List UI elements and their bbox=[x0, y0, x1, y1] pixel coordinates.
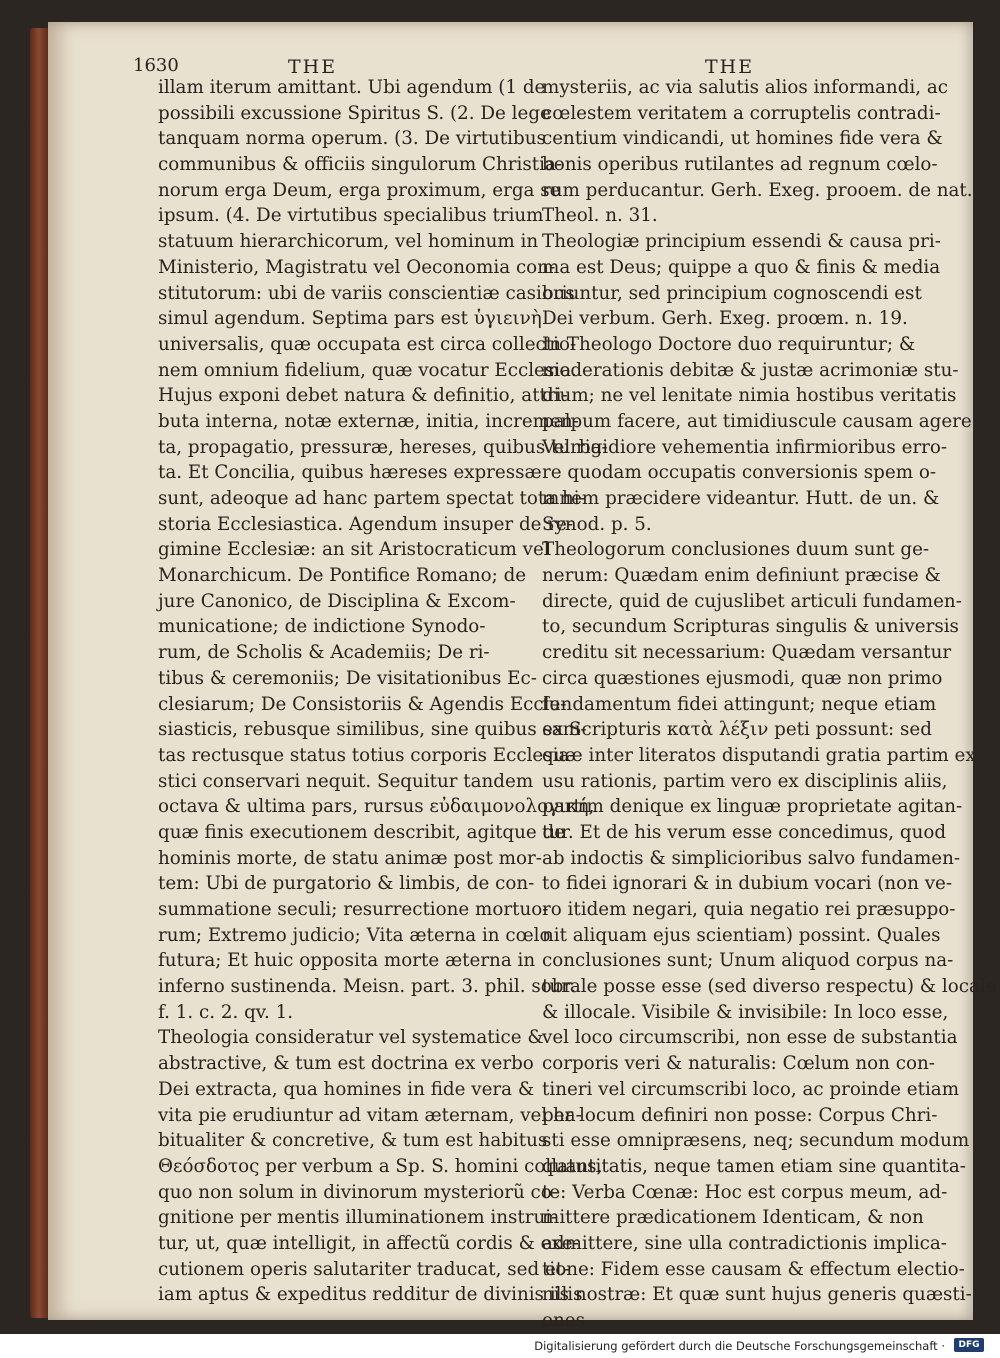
text-line: buta interna, notæ externæ, initia, incremen- bbox=[158, 410, 579, 432]
dfg-logo: DFG bbox=[954, 1338, 984, 1352]
text-line: ma est Deus; quippe a quo & finis & media bbox=[542, 256, 941, 278]
text-line: te: Verba Cœnæ: Hoc est corpus meum, ad- bbox=[542, 1181, 948, 1203]
text-line: hominis morte, de statu animæ post mor- bbox=[158, 847, 542, 869]
text-line: quæ finis executionem describit, agitque de bbox=[158, 821, 566, 843]
text-line: norum erga Deum, erga proximum, erga se bbox=[158, 179, 561, 201]
text-line: ex Scripturis κατὰ λέξιν peti possunt: sed bbox=[542, 719, 932, 741]
text-line: to fidei ignorari & in dubium vocari (non ve- bbox=[542, 873, 953, 895]
text-line: municatione; de indictione Synodo- bbox=[158, 616, 486, 638]
text-line: partim denique ex linguæ proprietate agitan- bbox=[542, 796, 963, 818]
running-head-right: THE bbox=[705, 56, 755, 78]
text-line: centium vindicandi, ut homines fide vera & bbox=[542, 128, 943, 150]
text-line: quo non solum in divinorum mysteriorũ co- bbox=[158, 1181, 558, 1203]
text-line: simul agendum. Septima pars est ὑγιεινὴ bbox=[158, 308, 542, 330]
text-line: Ministerio, Magistratu vel Oeconomia con- bbox=[158, 256, 556, 278]
text-line: bitualiter & concretive, & tum est habitus bbox=[158, 1130, 548, 1152]
text-line: Vel rigidiore vehementia infirmioribus erro- bbox=[542, 436, 948, 458]
text-line: Dei extracta, qua homines in fide vera & bbox=[158, 1078, 535, 1100]
text-line: f. 1. c. 2. qv. 1. bbox=[158, 1001, 294, 1023]
text-line: Monarchicum. De Pontifice Romano; de bbox=[158, 565, 527, 587]
text-line: circa quæstiones ejusmodi, quæ non primo bbox=[542, 667, 943, 689]
text-line: rum perducantur. Gerh. Exeg. prooem. de nat. bbox=[542, 179, 973, 201]
text-line: universalis, quæ occupata est circa collectio- bbox=[158, 333, 577, 355]
text-line: gimine Ecclesiæ: an sit Aristocraticum vel bbox=[158, 539, 550, 561]
text-line: sunt, adeoque ad hanc partem spectat tota hi- bbox=[158, 488, 586, 509]
text-line: fundamentum fidei attingunt; neque etiam bbox=[542, 693, 937, 715]
text-line: jure Canonico, de Disciplina & Excom- bbox=[158, 590, 516, 612]
text-line: moderationis debitæ & justæ acrimoniæ stu- bbox=[542, 359, 959, 381]
text-line: ta, propagatio, pressuræ, hereses, quibus turba- bbox=[158, 436, 608, 458]
text-line: quæ inter literatos disputandi gratia partim ex bbox=[542, 744, 976, 766]
text-line: rum, de Scholis & Academiis; De ri- bbox=[158, 642, 490, 664]
text-line: Theol. n. 31. bbox=[542, 205, 658, 227]
text-line: usu rationis, partim vero ex disciplinis aliis, bbox=[542, 770, 948, 792]
page-number: 1630 bbox=[133, 55, 179, 76]
text-line: summatione seculi; resurrectione mortuo- bbox=[158, 899, 549, 920]
text-line: nem omnium fidelium, quæ vocatur Ecclesia. bbox=[158, 359, 577, 381]
text-line: tineri vel circumscribi loco, ac proinde etiam bbox=[542, 1078, 960, 1100]
text-line: re quodam occupatis conversionis spem o- bbox=[542, 462, 937, 484]
footer-bar bbox=[0, 1334, 1000, 1358]
text-line: bonis operibus rutilantes ad regnum cœlo- bbox=[542, 154, 938, 176]
text-line: & illocale. Visibile & invisibile: In loco esse, bbox=[542, 1001, 949, 1023]
text-line: oriuntur, sed principium cognoscendi est bbox=[542, 282, 922, 304]
text-line: quantitatis, neque tamen etiam sine quantita- bbox=[542, 1155, 966, 1177]
text-line: tur. Et de his verum esse concedimus, quod bbox=[542, 821, 947, 843]
text-line: per locum definiri non posse: Corpus Chri- bbox=[542, 1104, 938, 1126]
text-line: octava & ultima pars, rursus εὐδαιμονολογική, bbox=[158, 796, 595, 818]
text-line: In Theologo Doctore duo requiruntur; & bbox=[542, 333, 916, 355]
text-line: cutionem operis salutariter traducat, sed et- bbox=[158, 1258, 570, 1280]
text-line: nerum: Quædam enim definiunt præcise & bbox=[542, 565, 941, 587]
right-text-column bbox=[542, 75, 997, 1334]
text-line: storia Ecclesiastica. Agendum insuper de re- bbox=[158, 513, 574, 535]
text-line: Theologia consideratur vel systematice & bbox=[158, 1027, 544, 1049]
text-line: tione: Fidem esse causam & effectum electio- bbox=[542, 1258, 965, 1280]
text-line: inferno sustinenda. Meisn. part. 3. phil. sobr. bbox=[158, 976, 577, 998]
text-line: palpum facere, aut timidiuscule causam agere: bbox=[542, 410, 978, 432]
text-line: creditu sit necessarium: Quædam versantur bbox=[542, 642, 952, 664]
running-head-left: THE bbox=[288, 56, 338, 78]
text-line: tem: Ubi de purgatorio & limbis, de con- bbox=[158, 873, 535, 895]
text-line: to, secundum Scripturas singulis & universis bbox=[542, 616, 959, 638]
text-line: nis nostræ: Et quæ sunt hujus generis quæsti- bbox=[542, 1284, 972, 1306]
text-line: Synod. p. 5. bbox=[542, 513, 652, 535]
text-line: nit aliquam ejus scientiam) possint. Quales bbox=[542, 924, 941, 946]
text-line: vel loco circumscribi, non esse de substantia bbox=[542, 1027, 958, 1049]
text-line: tanquam norma operum. (3. De virtutibus bbox=[158, 128, 546, 150]
text-line: ones bbox=[542, 1310, 585, 1331]
text-line: vita pie erudiuntur ad vitam æternam, vel ha- bbox=[158, 1104, 582, 1126]
text-line: tibus & ceremoniis; De visitationibus Ec- bbox=[158, 667, 537, 689]
text-line: Hujus exponi debet natura & definitio, attri- bbox=[158, 385, 568, 407]
text-line: ipsum. (4. De virtutibus specialibus trium bbox=[158, 205, 544, 227]
funding-notice: Digitalisierung gefördert durch die Deutsche Forschungsgemeinschaft · bbox=[534, 1339, 945, 1353]
text-line: admittere, sine ulla contradictionis implica- bbox=[542, 1232, 947, 1254]
text-line: gnitione per mentis illuminationem instrui- bbox=[158, 1207, 558, 1229]
text-line: mysteriis, ac via salutis alios informandi, ac bbox=[542, 77, 949, 98]
text-line: corporis veri & naturalis: Cœlum non con- bbox=[542, 1053, 935, 1075]
text-line: turale posse esse (sed diverso respectu) & locale bbox=[542, 976, 997, 998]
text-line: sti esse omnipræsens, neq; secundum modum bbox=[542, 1130, 970, 1152]
text-line: mittere prædicationem Identicam, & non bbox=[542, 1207, 924, 1229]
text-line: mnem præcidere videantur. Hutt. de un. & bbox=[542, 488, 940, 509]
text-line: futura; Et huic opposita morte æterna in bbox=[158, 950, 536, 972]
text-line: stici conservari nequit. Sequitur tandem bbox=[158, 770, 534, 792]
text-line: clesiarum; De Consistoriis & Agendis Eccle- bbox=[158, 693, 567, 715]
text-line: conclusiones sunt; Unum aliquod corpus na- bbox=[542, 950, 954, 972]
text-line: Theologiæ principium essendi & causa pri- bbox=[542, 231, 941, 253]
text-line: ab indoctis & simplicioribus salvo fundamen- bbox=[542, 847, 961, 869]
text-line: ta. Et Concilia, quibus hæreses expressæ bbox=[158, 462, 542, 484]
text-line: Theologorum conclusiones duum sunt ge- bbox=[542, 539, 930, 561]
text-line: Θεόσδοτος per verbum a Sp. S. homini collatus, bbox=[158, 1155, 603, 1177]
text-line: possibili excussione Spiritus S. (2. De lege bbox=[158, 102, 551, 124]
text-line: tas rectusque status totius corporis Ecclesia- bbox=[158, 744, 576, 766]
text-line: abstractive, & tum est doctrina ex verbo bbox=[158, 1053, 534, 1075]
text-line: tur, ut, quæ intelligit, in affectũ cordis & exe- bbox=[158, 1232, 579, 1254]
text-line: communibus & officiis singulorum Christia- bbox=[158, 154, 563, 176]
text-line: dium; ne vel lenitate nimia hostibus veritatis bbox=[542, 385, 957, 407]
text-line: iam aptus & expeditus redditur de divinis illis bbox=[158, 1284, 583, 1306]
text-line: stitutorum: ubi de variis conscientiæ casibus bbox=[158, 282, 575, 304]
text-line: siasticis, rebusque similibus, sine quibus sani- bbox=[158, 719, 587, 741]
text-line: illam iterum amittant. Ubi agendum (1 de bbox=[158, 77, 546, 98]
text-line: Dei verbum. Gerh. Exeg. proœm. n. 19. bbox=[542, 308, 908, 330]
text-line: cœlestem veritatem a corruptelis contradi- bbox=[542, 102, 941, 124]
text-line: directe, quid de cujuslibet articuli fundamen- bbox=[542, 590, 962, 612]
text-line: ro itidem negari, quia negatio rei præsuppo- bbox=[542, 899, 956, 920]
text-line: rum; Extremo judicio; Vita æterna in cœlo bbox=[158, 924, 551, 946]
text-line: statuum hierarchicorum, vel hominum in bbox=[158, 231, 539, 253]
